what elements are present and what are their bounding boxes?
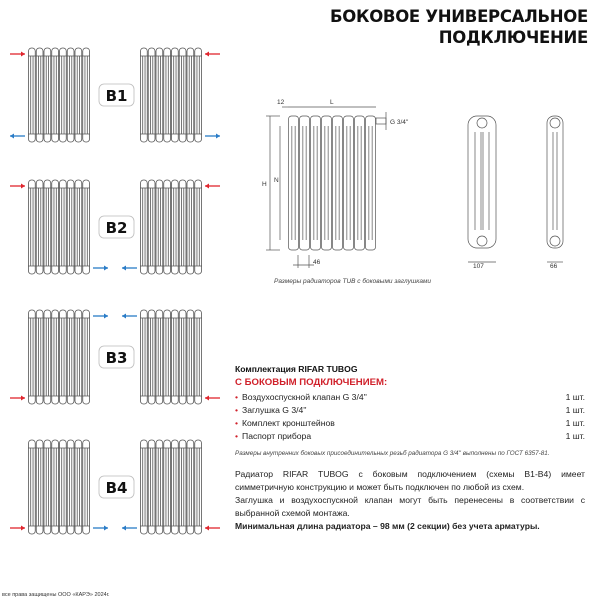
radiator [140, 48, 202, 142]
kit-subheading: С БОКОВЫМ ПОДКЛЮЧЕНИЕМ: [235, 377, 388, 388]
radiator-section [60, 440, 67, 534]
radiator-section [179, 48, 186, 142]
scheme-label-text: B2 [105, 219, 128, 237]
radiator-section [29, 310, 36, 404]
radiator-section [36, 440, 43, 534]
radiator [28, 310, 90, 404]
dim-12: 12 [277, 99, 285, 106]
list-item [235, 391, 585, 404]
radiator-section [148, 440, 155, 534]
item-name: Комплект кронштейнов [242, 418, 335, 428]
flow-arrow-icon [122, 314, 137, 319]
page-title [330, 6, 588, 48]
scheme-label [99, 216, 134, 238]
radiator-section [60, 310, 67, 404]
flow-arrow-icon [205, 526, 220, 531]
radiator-section [67, 48, 74, 142]
scheme-b2 [10, 180, 220, 274]
radiator-section [187, 310, 194, 404]
description [235, 468, 585, 533]
radiator-section [148, 310, 155, 404]
radiator-section [29, 180, 36, 274]
front-section [289, 116, 299, 250]
radiator-section [52, 48, 59, 142]
radiator-section [75, 180, 82, 274]
dim-66: 66 [550, 263, 558, 270]
radiator-section [29, 48, 36, 142]
radiator-section [156, 48, 163, 142]
list-item [235, 404, 585, 417]
kit-section [235, 364, 585, 457]
radiator-section [67, 310, 74, 404]
radiator-section [164, 310, 171, 404]
front-section [300, 116, 310, 250]
dim-N: N [274, 177, 279, 184]
side-view-66 [547, 116, 563, 248]
radiator [140, 180, 202, 274]
dim-thread: G 3/4'' [390, 119, 409, 126]
title-line-1: БОКОВОЕ УНИВЕРСАЛЬНОЕ [330, 7, 588, 26]
bullet-icon: • [235, 418, 239, 428]
radiator-section [52, 440, 59, 534]
flow-arrow-icon [205, 52, 220, 57]
kit-note: Размеры внутренних боковых присоединительных резьб радиатора G 3/4'' выполнены по ГОСТ 6357-81. [235, 450, 550, 457]
radiator-section [141, 48, 148, 142]
radiator-section [156, 180, 163, 274]
radiator-section [195, 310, 202, 404]
radiator-section [172, 48, 179, 142]
radiator-section [60, 180, 67, 274]
radiator-section [44, 48, 51, 142]
item-qty: 1 шт. [565, 405, 585, 415]
front-section [344, 116, 354, 250]
dim-107: 107 [473, 263, 484, 270]
kit-heading: Комплектация RIFAR TUBOG [235, 364, 358, 374]
radiator-section [195, 48, 202, 142]
radiator-section [172, 180, 179, 274]
radiator-section [156, 310, 163, 404]
radiator-section [29, 440, 36, 534]
radiator-section [83, 310, 90, 404]
item-qty: 1 шт. [565, 431, 585, 441]
front-section [311, 116, 321, 250]
scheme-b4 [10, 440, 220, 534]
radiator-section [75, 440, 82, 534]
front-section [355, 116, 365, 250]
item-qty: 1 шт. [565, 392, 585, 402]
flow-arrow-icon [122, 526, 137, 531]
flow-arrow-icon [205, 184, 220, 189]
radiator-section [67, 440, 74, 534]
radiator-section [75, 310, 82, 404]
radiator-section [164, 48, 171, 142]
dim-46: 46 [313, 259, 321, 266]
scheme-b3 [10, 310, 220, 404]
scheme-label [99, 346, 134, 368]
radiator-section [156, 440, 163, 534]
radiator-section [187, 440, 194, 534]
description-p2: Заглушка и воздухоспускной клапан могут быть перенесены в соответствии с выбранной схемой монтажа. [235, 495, 585, 518]
drawing-caption: Размеры радиаторов TUB с боковыми заглушками [274, 278, 432, 285]
radiator-section [141, 440, 148, 534]
bullet-icon: • [235, 431, 239, 441]
flow-arrow-icon [93, 314, 108, 319]
bullet-icon: • [235, 405, 239, 415]
flow-arrow-icon [10, 184, 25, 189]
radiator-section [36, 180, 43, 274]
radiator-section [83, 48, 90, 142]
scheme-label [99, 84, 134, 106]
scheme-label-text: B1 [105, 87, 128, 105]
connection-schemes [0, 0, 240, 560]
flow-arrow-icon [122, 266, 137, 271]
radiator-section [36, 48, 43, 142]
radiator-section [187, 48, 194, 142]
flow-arrow-icon [205, 134, 220, 139]
radiator-section [52, 180, 59, 274]
flow-arrow-icon [205, 396, 220, 401]
radiator-section [195, 180, 202, 274]
scheme-label-text: B3 [105, 349, 128, 367]
radiator-section [148, 48, 155, 142]
front-section [366, 116, 376, 250]
flow-arrow-icon [10, 526, 25, 531]
kit-list [235, 391, 585, 443]
radiator-section [164, 180, 171, 274]
radiator [140, 440, 202, 534]
side-view-107 [468, 116, 496, 248]
technical-drawing [240, 90, 600, 275]
dim-L: L [330, 99, 334, 106]
scheme-b1 [10, 48, 220, 142]
flow-arrow-icon [93, 526, 108, 531]
flow-arrow-icon [10, 52, 25, 57]
item-qty: 1 шт. [565, 418, 585, 428]
dim-H: H [262, 181, 267, 188]
radiator-section [83, 440, 90, 534]
radiator-section [52, 310, 59, 404]
front-section [322, 116, 332, 250]
copyright-footer: все права защищены ООО «КАРЭ» 2024г. [2, 592, 110, 598]
radiator-section [172, 440, 179, 534]
front-section [333, 116, 343, 250]
radiator-section [83, 180, 90, 274]
radiator-section [141, 180, 148, 274]
radiator-section [67, 180, 74, 274]
bullet-icon: • [235, 392, 239, 402]
item-name: Воздухоспускной клапан G 3/4'' [242, 392, 367, 402]
description-p3: Минимальная длина радиатора – 98 мм (2 секции) без учета арматуры. [235, 521, 540, 531]
radiator [28, 180, 90, 274]
list-item [235, 417, 585, 430]
radiator-section [179, 440, 186, 534]
radiator [28, 48, 90, 142]
radiator-section [179, 310, 186, 404]
radiator-section [141, 310, 148, 404]
list-item [235, 430, 585, 443]
flow-arrow-icon [93, 266, 108, 271]
title-line-2: ПОДКЛЮЧЕНИЕ [438, 28, 588, 47]
radiator-section [164, 440, 171, 534]
connector-pipe [376, 118, 386, 124]
radiator-section [60, 48, 67, 142]
radiator [28, 440, 90, 534]
item-name: Заглушка G 3/4'' [242, 405, 307, 415]
radiator-section [44, 180, 51, 274]
radiator-section [44, 310, 51, 404]
radiator-section [36, 310, 43, 404]
radiator-section [179, 180, 186, 274]
radiator-section [148, 180, 155, 274]
radiator-section [195, 440, 202, 534]
radiator-section [44, 440, 51, 534]
flow-arrow-icon [10, 396, 25, 401]
item-name: Паспорт прибора [242, 431, 312, 441]
flow-arrow-icon [10, 134, 25, 139]
description-p1: Радиатор RIFAR TUBOG с боковым подключением (схемы B1-B4) имеет симметричную конструкцию и может быть подключен по любой из схем. [235, 469, 585, 492]
radiator-section [187, 180, 194, 274]
radiator [140, 310, 202, 404]
scheme-label-text: B4 [105, 479, 128, 497]
radiator-section [75, 48, 82, 142]
radiator-section [172, 310, 179, 404]
scheme-label [99, 476, 134, 498]
